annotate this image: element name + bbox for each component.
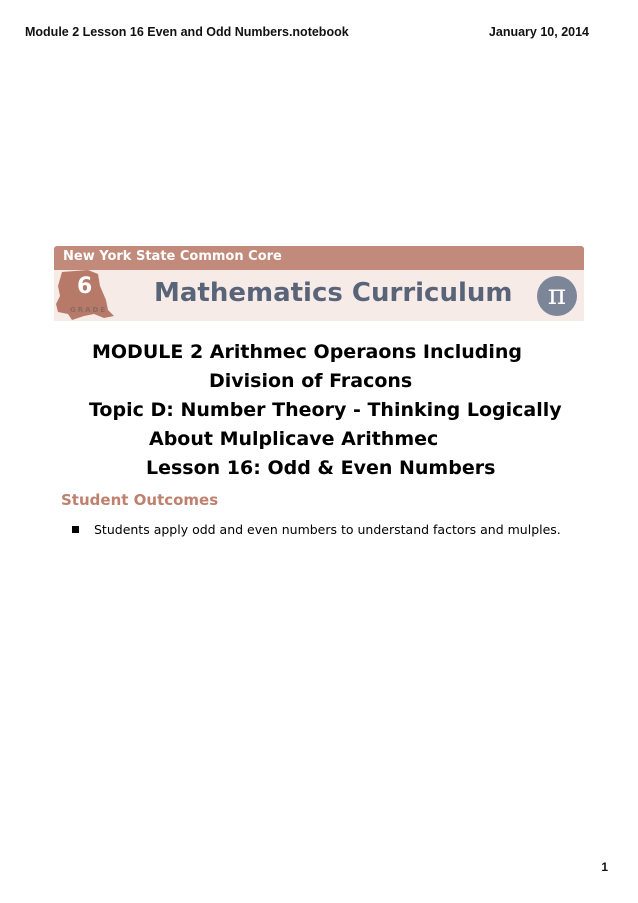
module-title-line-2: Division of Fracons [209, 370, 413, 392]
pi-icon [537, 276, 577, 316]
module-title-line-1: MODULE 2 Arithmec Operaons Including [92, 341, 523, 363]
grade-number: 6 [77, 274, 93, 299]
topic-title-line-2: About Mulplicave Arithmec [149, 428, 439, 450]
notebook-date: January 10, 2014 [488, 25, 589, 39]
curriculum-title: Mathematics Curriculum [154, 278, 513, 308]
banner-state-label: New York State Common Core [63, 249, 282, 264]
topic-title-line-1: Topic D: Number Theory - Thinking Logically [89, 399, 562, 421]
lesson-title: Lesson 16: Odd & Even Numbers [146, 457, 496, 479]
pi-symbol: π [547, 278, 567, 311]
grade-label: GRADE [70, 306, 108, 314]
bullet-icon [72, 526, 79, 533]
notebook-filename: Module 2 Lesson 16 Even and Odd Numbers.notebook [25, 25, 349, 39]
page-number: 1 [601, 860, 608, 874]
student-outcomes-heading: Student Outcomes [61, 491, 219, 509]
outcome-item: Students apply odd and even numbers to understand factors and mulples. [94, 522, 561, 537]
banner-top-bar [54, 246, 584, 270]
curriculum-banner [54, 246, 584, 321]
